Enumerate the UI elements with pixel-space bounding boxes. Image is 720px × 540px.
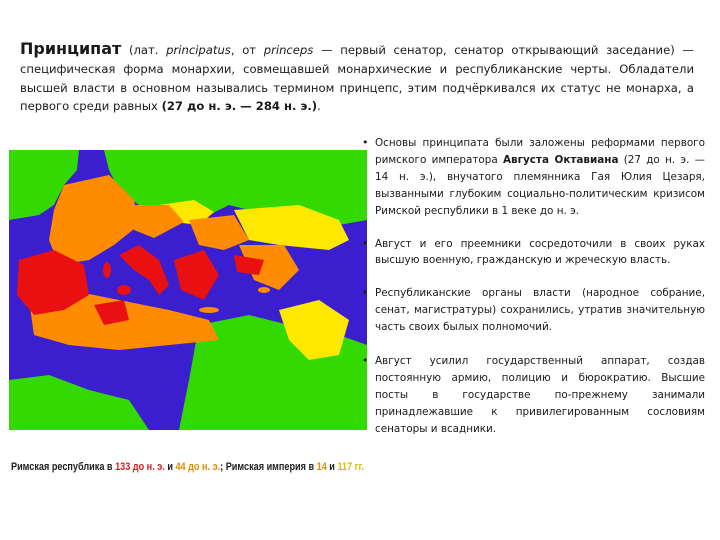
intro-end: . [317, 99, 321, 114]
bullet-reforms [357, 135, 705, 220]
caption-year-44: 44 до н. э. [175, 461, 221, 473]
map-cyprus [258, 287, 270, 293]
caption-part-4: и [326, 461, 338, 473]
intro-body-text: — первый сенатор, сенатор открывающий заседание) —специфическая форма монархии, совмещавшей монархические и республиканские черты. Обладатели высшей власти в основном назывались термином принцепс, этим подчёркивался их статус не монарха, а первого среди равных [20, 43, 694, 114]
roman-expansion-map [9, 150, 367, 430]
term-heading: Принципат [20, 39, 122, 58]
bullet-powers: • Август и его преемники сосредоточили в своих руках высшую военную, гражданскую и жреческую власть. [357, 236, 705, 270]
gloss-open: (лат. [121, 43, 167, 57]
principate-period: (27 до н. э. — 284 н. э.) [161, 99, 318, 114]
map-sardinia [103, 262, 111, 278]
intro-paragraph [20, 40, 694, 116]
map-caption [11, 461, 364, 473]
gloss-latin-principatus: principatus [166, 43, 231, 57]
caption-part-1: Римская республика в [11, 461, 116, 473]
caption-year-133: 133 до н. э. [115, 461, 165, 473]
map-sicily [117, 285, 131, 295]
bullet-list [357, 135, 705, 438]
bullet-republican-organs: • Республиканские органы власти (народное собрание, сенат, магистратуры) сохранились, утратив значительную часть своих былых полномочий. [357, 285, 705, 336]
caption-part-3: ; Римская империя в [220, 461, 317, 473]
bullet-reforms-augustus: Августа Октавиана [502, 153, 619, 166]
bullet-state-apparatus: • Август усилил государственный аппарат, создав постоянную армию, полицию и бюрократию. Высшие посты в государстве по-прежнему занимали принадлежавшие к привилегированным сословиям сенаторы и всадники. [357, 353, 705, 438]
bullet-reforms-text-1: Основы принципата были заложены реформами первого римского императора [375, 137, 705, 166]
gloss-separator: , от [230, 43, 264, 57]
gloss-latin-princeps: princeps [263, 43, 314, 57]
map-crete [199, 307, 219, 313]
map-graphic [9, 150, 367, 430]
caption-part-2: и [164, 461, 176, 473]
caption-year-14: 14 [316, 461, 327, 473]
caption-year-117: 117 гг. [337, 461, 364, 473]
bullet-reforms-text-2: (27 до н. э. — 14 н. э.), внучатого племянника Гая Юлия Цезаря, вызванными глубоким социально-политическим кризисом Римской республики в 1 веке до н. э. [375, 153, 706, 217]
